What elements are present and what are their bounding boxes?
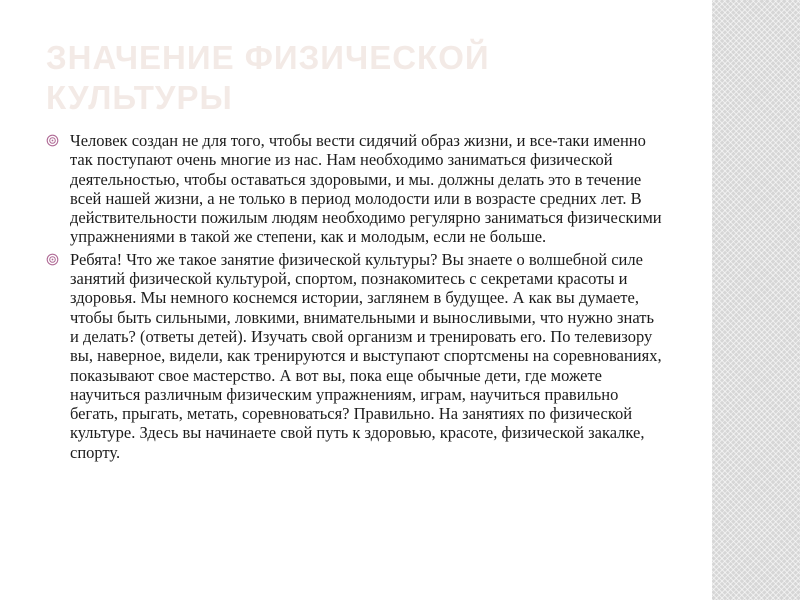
bullet-item-1 (44, 131, 662, 247)
bullet-item-2 (44, 250, 662, 462)
target-bullet-icon (46, 253, 59, 266)
bullet-text: Человек создан не для того, чтобы вести сидячий образ жизни, и все-таки именно так поступают очень многие из нас. Нам необходимо заниматься физической деятельностью, чтобы оставаться здоровыми, и мы. должны делать это в течение всей нашей жизни, а не только в период молодости или в возрасте средних лет. В действительности пожилым людям необходимо регулярно заниматься физическими упражнениями в такой же степени, как и молодым, если не больше. (70, 131, 662, 247)
decorative-side-band (712, 0, 800, 600)
bullet-list (44, 131, 662, 465)
bullet-text: Ребята! Что же такое занятие физической культуры? Вы знаете о волшебной силе занятий физической культурой, спортом, познакомитесь с секретами красоты и здоровья. Мы немного коснемся истории, заглянем в будущее. А как вы думаете, чтобы быть сильными, ловкими, внимательными и выносливыми, что нужно знать и делать? (ответы детей). Изучать свой организм и тренировать его. По телевизору вы, наверное, видели, как тренируются и выступают спортсмены на соревнованиях, показывают свое мастерство. А вот вы, пока еще обычные дети, где можете научиться различным физическим упражнениям, играм, научиться правильно бегать, прыгать, метать, соревноваться? Правильно. На занятиях по физической культуре. Здесь вы начинаете свой путь к здоровью, красоте, физической закалке, спорту. (70, 249, 662, 462)
target-bullet-icon (46, 134, 59, 147)
slide-title: ЗНАЧЕНИЕ ФИЗИЧЕСКОЙ КУЛЬТУРЫ (46, 39, 490, 116)
